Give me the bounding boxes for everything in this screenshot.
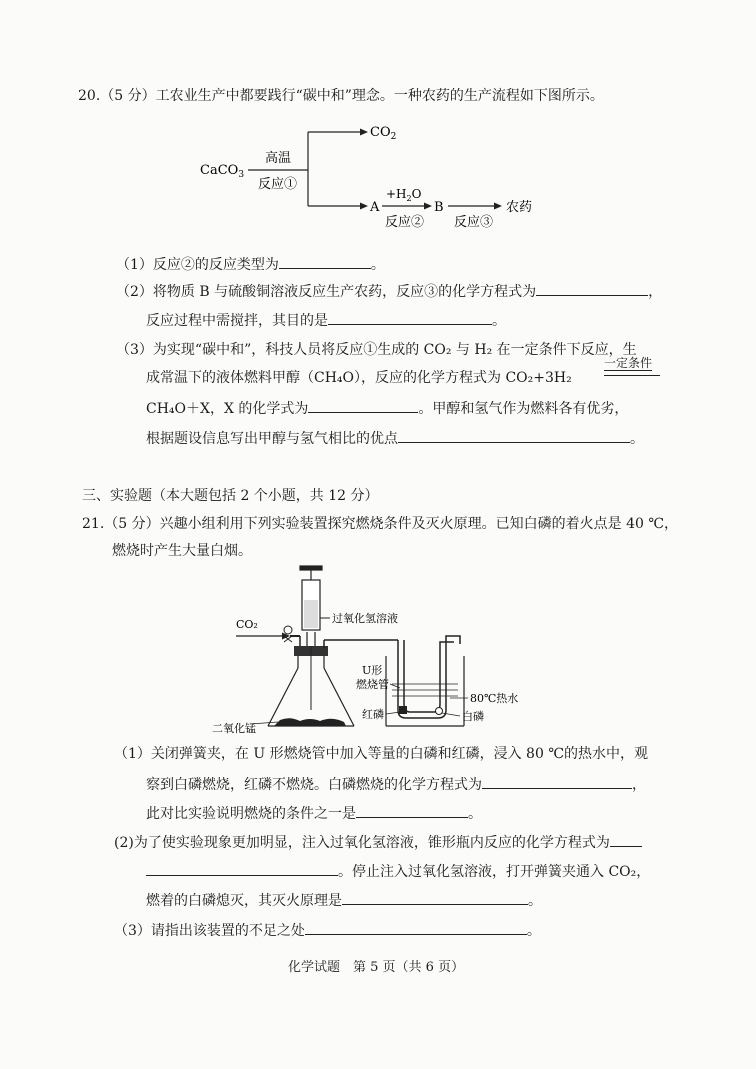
flow-reactant: CaCO$_3$ [200,163,245,180]
section-heading: 三、实验题（本大题包括 2 个小题，共 12 分） [82,488,379,504]
q21-part3: （3）请指出该装置的不足之处 。 [114,920,541,941]
q21-part1-line1: （1）关闭弹簧夹，在 U 形燃烧管中加入等量的白磷和红磷，浸入 80 ℃的热水中，观 [114,746,648,762]
arrow-icon [424,203,432,210]
q21-stem-line1: 21.（5 分）兴趣小组利用下列实验装置探究燃烧条件及灭火原理。已知白磷的着火点是 40 ℃， [82,516,678,532]
label-white-p: 白磷 [462,710,484,723]
arrow-icon [494,203,502,210]
u-shaped-tube [398,636,460,718]
white-phosphorus-dot [436,708,443,715]
label-u-tube-2: 燃烧管 [356,678,389,691]
conical-flask [268,646,354,726]
label-mno2: 二氧化锰 [212,722,256,735]
label-h2o2: 过氧化氢溶液 [332,612,398,625]
label-hot-water: 80℃热水 [470,692,519,705]
flow-final: 农药 [506,200,533,215]
syringe [300,566,322,646]
q20-part3-line3: CH₄O＋X，X 的化学式为 。甲醇和氢气作为燃料各有优劣， [146,398,628,419]
flow-step3: 反应③ [454,215,494,230]
page-footer: 化学试题 第 5 页（共 6 页） [288,960,465,975]
red-phosphorus-block [399,706,407,714]
equation-double-line [604,375,660,376]
flow-a: A [370,200,380,215]
q20-part1: （1）反应②的反应类型为 。 [116,254,385,275]
arrow-icon [360,129,368,136]
flow-cond-top: 高温 [265,151,292,166]
q21-apparatus-figure [210,560,540,740]
q20-part3-line4: 根据题设信息写出甲醇与氢气相比的优点 。 [146,428,644,449]
flow-b: B [434,200,444,215]
reaction-condition: 一定条件 [604,356,653,370]
arrow-icon [360,203,368,210]
label-red-p: 红磷 [362,708,384,721]
q21-part2-line2: 。停止注入过氧化氢溶液，打开弹簧夹通入 CO₂， [146,861,650,882]
label-co2: CO₂ [236,618,258,631]
label-u-tube-1: U形 [362,664,383,677]
q20-part2-line2: 反应过程中需搅拌，其目的是 。 [146,310,506,331]
flow-co2: $CO_2$ [370,125,397,142]
q21-part1-line3: 此对比实验说明燃烧的条件之一是 。 [146,803,482,824]
flow-cond-bottom: 反应① [258,177,298,192]
flow-step2: 反应② [385,215,425,230]
q20-part3-line2: 成常温下的液体燃料甲醇（CH₄O），反应的化学方程式为 CO₂+3H₂ [146,370,572,386]
q20-flow-diagram [190,118,550,236]
q20-part3-line1: （3）为实现“碳中和”，科技人员将反应①生成的 CO₂ 与 H₂ 在一定条件下反应，生 [116,342,637,358]
q21-part1-line2: 察到白磷燃烧，红磷不燃烧。白磷燃烧的化学方程式为 ， [146,774,646,795]
q20-part2-line1: （2）将物质 B 与硫酸铜溶液反应生产农药，反应③的化学方程式为 ， [116,281,662,302]
q21-stem-line2: 燃烧时产生大量白烟。 [112,543,252,559]
q21-part2-line1: (2)为了使实验现象更加明显，注入过氧化氢溶液，锥形瓶内反应的化学方程式为 [114,832,642,853]
q20-stem: 20.（5 分）工农业生产中都要践行“碳中和”理念。一种农药的生产流程如下图所示。 [78,88,604,104]
q21-part2-line3: 燃着的白磷熄灭，其灭火原理是 。 [146,890,542,911]
flow-water: $+H_2O$ [386,187,422,203]
